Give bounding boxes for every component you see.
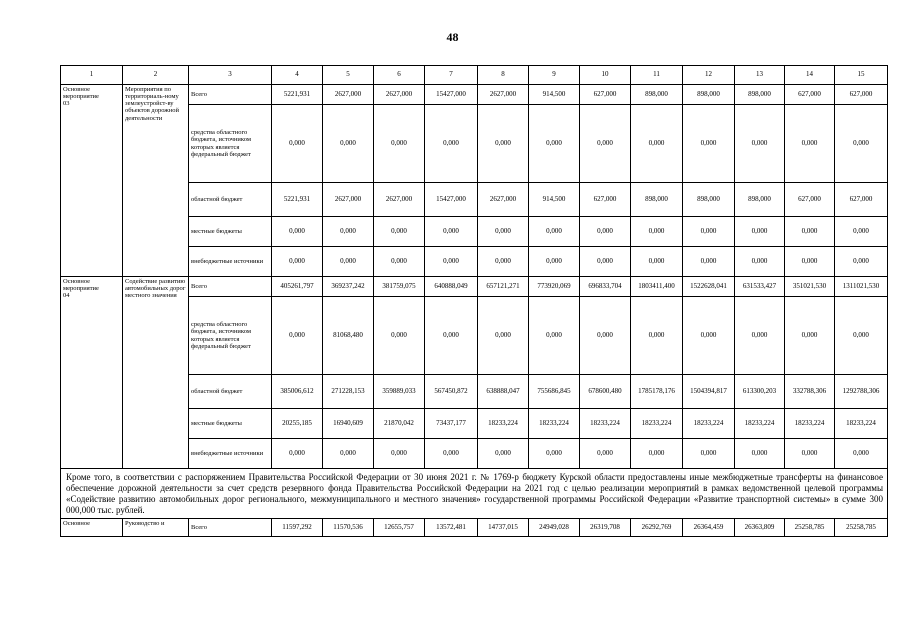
table-body: [61, 66, 888, 537]
funding-source: местные бюджеты: [189, 217, 272, 247]
amount-cell: 18233,224: [835, 409, 888, 439]
event-category: Основное: [61, 518, 123, 536]
amount-cell: 898,000: [683, 85, 735, 105]
amount-cell: 2627,000: [323, 85, 374, 105]
amount-cell: 13572,481: [425, 518, 478, 536]
amount-cell: 0,000: [683, 439, 735, 469]
amount-cell: 18233,224: [735, 409, 785, 439]
amount-cell: 0,000: [580, 217, 631, 247]
amount-cell: 332788,306: [785, 375, 835, 409]
amount-cell: 0,000: [735, 217, 785, 247]
amount-cell: 0,000: [272, 105, 323, 183]
amount-cell: 0,000: [835, 439, 888, 469]
amount-cell: 696833,704: [580, 277, 631, 297]
amount-cell: 1292788,306: [835, 375, 888, 409]
amount-cell: 627,000: [580, 183, 631, 217]
amount-cell: 898,000: [683, 183, 735, 217]
amount-cell: 0,000: [374, 439, 425, 469]
funding-source: Всего: [189, 277, 272, 297]
event-category: [61, 85, 123, 277]
column-number: 6: [374, 66, 425, 85]
amount-cell: 18233,224: [631, 409, 683, 439]
amount-cell: 0,000: [272, 439, 323, 469]
table-row: [61, 277, 888, 297]
amount-cell: 2627,000: [478, 85, 529, 105]
amount-cell: 18233,224: [529, 409, 580, 439]
column-number: 2: [123, 66, 189, 85]
column-number: 11: [631, 66, 683, 85]
column-number: 14: [785, 66, 835, 85]
budget-table: [60, 65, 888, 537]
amount-cell: 0,000: [478, 439, 529, 469]
note-row: [61, 469, 888, 519]
amount-cell: 773920,069: [529, 277, 580, 297]
amount-cell: 21870,042: [374, 409, 425, 439]
amount-cell: 2627,000: [323, 183, 374, 217]
amount-cell: 11570,536: [323, 518, 374, 536]
amount-cell: 73437,177: [425, 409, 478, 439]
amount-cell: 0,000: [580, 439, 631, 469]
amount-cell: 0,000: [323, 439, 374, 469]
table-row: [61, 518, 888, 536]
column-number: 13: [735, 66, 785, 85]
amount-cell: 631533,427: [735, 277, 785, 297]
amount-cell: 627,000: [785, 85, 835, 105]
amount-cell: 640888,049: [425, 277, 478, 297]
event-name: Содействие развитию автомобильных дорог местного значения: [123, 277, 189, 469]
amount-cell: 0,000: [835, 247, 888, 277]
amount-cell: 1504394,817: [683, 375, 735, 409]
amount-cell: 20255,185: [272, 409, 323, 439]
amount-cell: 567450,872: [425, 375, 478, 409]
amount-cell: 0,000: [374, 217, 425, 247]
column-number: 8: [478, 66, 529, 85]
amount-cell: 0,000: [835, 217, 888, 247]
amount-cell: 0,000: [529, 439, 580, 469]
amount-cell: 0,000: [785, 105, 835, 183]
funding-source: внебюджетные источники: [189, 439, 272, 469]
amount-cell: 638888,047: [478, 375, 529, 409]
column-number: 4: [272, 66, 323, 85]
event-category-label: Основное мероприятие 04: [63, 278, 99, 300]
amount-cell: 0,000: [785, 217, 835, 247]
amount-cell: 359889,033: [374, 375, 425, 409]
amount-cell: 0,000: [478, 105, 529, 183]
amount-cell: 15427,000: [425, 183, 478, 217]
amount-cell: 0,000: [683, 105, 735, 183]
amount-cell: 0,000: [683, 247, 735, 277]
amount-cell: 755686,845: [529, 375, 580, 409]
amount-cell: 898,000: [735, 85, 785, 105]
column-number: 9: [529, 66, 580, 85]
column-number: 10: [580, 66, 631, 85]
amount-cell: 0,000: [735, 439, 785, 469]
amount-cell: 678600,480: [580, 375, 631, 409]
amount-cell: 0,000: [683, 297, 735, 375]
amount-cell: 18233,224: [580, 409, 631, 439]
amount-cell: 0,000: [478, 247, 529, 277]
amount-cell: 0,000: [529, 297, 580, 375]
amount-cell: 0,000: [580, 297, 631, 375]
amount-cell: 0,000: [785, 247, 835, 277]
amount-cell: 914,500: [529, 85, 580, 105]
amount-cell: 81068,480: [323, 297, 374, 375]
header-row: [61, 66, 888, 85]
amount-cell: 369237,242: [323, 277, 374, 297]
funding-source: Всего: [189, 85, 272, 105]
amount-cell: 0,000: [374, 247, 425, 277]
amount-cell: 0,000: [323, 217, 374, 247]
amount-cell: 1785178,176: [631, 375, 683, 409]
amount-cell: 0,000: [631, 105, 683, 183]
amount-cell: 351021,530: [785, 277, 835, 297]
amount-cell: 2627,000: [374, 85, 425, 105]
column-number: 15: [835, 66, 888, 85]
funding-source: областной бюджет: [189, 183, 272, 217]
amount-cell: 26319,708: [580, 518, 631, 536]
amount-cell: 0,000: [580, 105, 631, 183]
amount-cell: 15427,000: [425, 85, 478, 105]
column-number: 3: [189, 66, 272, 85]
amount-cell: 271228,153: [323, 375, 374, 409]
amount-cell: 26364,459: [683, 518, 735, 536]
amount-cell: 0,000: [478, 217, 529, 247]
amount-cell: 0,000: [374, 297, 425, 375]
amount-cell: 898,000: [735, 183, 785, 217]
column-number: 7: [425, 66, 478, 85]
amount-cell: 0,000: [272, 247, 323, 277]
amount-cell: 12655,757: [374, 518, 425, 536]
amount-cell: 627,000: [580, 85, 631, 105]
amount-cell: 613300,203: [735, 375, 785, 409]
amount-cell: 627,000: [835, 183, 888, 217]
amount-cell: 1311021,530: [835, 277, 888, 297]
amount-cell: 25258,785: [835, 518, 888, 536]
amount-cell: 2627,000: [374, 183, 425, 217]
funding-source: Всего: [189, 518, 272, 536]
amount-cell: 0,000: [785, 297, 835, 375]
amount-cell: 0,000: [425, 439, 478, 469]
amount-cell: 0,000: [425, 217, 478, 247]
page-number: 48: [446, 30, 459, 44]
amount-cell: 0,000: [631, 217, 683, 247]
funding-source: местные бюджеты: [189, 409, 272, 439]
column-number: 1: [61, 66, 123, 85]
amount-cell: 14737,015: [478, 518, 529, 536]
amount-cell: 26363,809: [735, 518, 785, 536]
amount-cell: 5221,931: [272, 85, 323, 105]
amount-cell: 0,000: [529, 247, 580, 277]
amount-cell: 0,000: [529, 217, 580, 247]
amount-cell: 0,000: [631, 439, 683, 469]
amount-cell: 1522628,041: [683, 277, 735, 297]
amount-cell: 0,000: [478, 297, 529, 375]
amount-cell: 0,000: [631, 247, 683, 277]
amount-cell: 657121,271: [478, 277, 529, 297]
amount-cell: 0,000: [323, 105, 374, 183]
amount-cell: 0,000: [735, 247, 785, 277]
amount-cell: 0,000: [529, 105, 580, 183]
amount-cell: 16940,609: [323, 409, 374, 439]
amount-cell: 381759,075: [374, 277, 425, 297]
event-name: Мероприятия по территориаль-ному землеустройст-ву объектов дорожной деятельности: [123, 85, 189, 277]
amount-cell: 5221,931: [272, 183, 323, 217]
column-number: 5: [323, 66, 374, 85]
amount-cell: 18233,224: [478, 409, 529, 439]
amount-cell: 0,000: [580, 247, 631, 277]
amount-cell: 898,000: [631, 183, 683, 217]
amount-cell: 2627,000: [478, 183, 529, 217]
event-category-label: Основное мероприятие 03: [63, 86, 99, 108]
amount-cell: 0,000: [425, 247, 478, 277]
funding-source: внебюджетные источники: [189, 247, 272, 277]
amount-cell: 0,000: [323, 247, 374, 277]
amount-cell: 18233,224: [785, 409, 835, 439]
amount-cell: 0,000: [735, 297, 785, 375]
event-category: [61, 277, 123, 469]
amount-cell: 0,000: [683, 217, 735, 247]
amount-cell: 385006,612: [272, 375, 323, 409]
amount-cell: 914,500: [529, 183, 580, 217]
amount-cell: 0,000: [631, 297, 683, 375]
table-row: [61, 85, 888, 105]
amount-cell: 0,000: [835, 105, 888, 183]
amount-cell: 1803411,400: [631, 277, 683, 297]
amount-cell: 25258,785: [785, 518, 835, 536]
amount-cell: 0,000: [272, 217, 323, 247]
amount-cell: 18233,224: [683, 409, 735, 439]
event-name: Руководство и: [123, 518, 189, 536]
amount-cell: 0,000: [425, 105, 478, 183]
amount-cell: 0,000: [272, 297, 323, 375]
funding-source: средства областного бюджета, источником которых является федеральный бюджет: [189, 105, 272, 183]
amount-cell: 24949,028: [529, 518, 580, 536]
note-text: Кроме того, в соответствии с распоряжением Правительства Российской Федерации от 30 июня 2021 г. № 1769-р бюджету Курской области предоставлены иные межбюджетные трансферты на финансовое обеспечение дорожной деятельности за счет средств резервного фонда Правительства Российской Федерации на 2021 год с целью реализации мероприятий в рамках ведомственной целевой программы «Содействие развитию автомобильных дорог регионального, межмуниципального и местного значения» государственной программы Российской Федерации «Развитие транспортной системы» в сумме 300 000,000 тыс. рублей.: [61, 469, 888, 519]
amount-cell: 0,000: [785, 439, 835, 469]
amount-cell: 0,000: [425, 297, 478, 375]
amount-cell: 26292,769: [631, 518, 683, 536]
amount-cell: 11597,292: [272, 518, 323, 536]
column-number: 12: [683, 66, 735, 85]
funding-source: средства областного бюджета, источником которых является федеральный бюджет: [189, 297, 272, 375]
amount-cell: 0,000: [374, 105, 425, 183]
amount-cell: 627,000: [835, 85, 888, 105]
amount-cell: 898,000: [631, 85, 683, 105]
amount-cell: 0,000: [835, 297, 888, 375]
amount-cell: 0,000: [735, 105, 785, 183]
amount-cell: 405261,797: [272, 277, 323, 297]
amount-cell: 627,000: [785, 183, 835, 217]
funding-source: областной бюджет: [189, 375, 272, 409]
